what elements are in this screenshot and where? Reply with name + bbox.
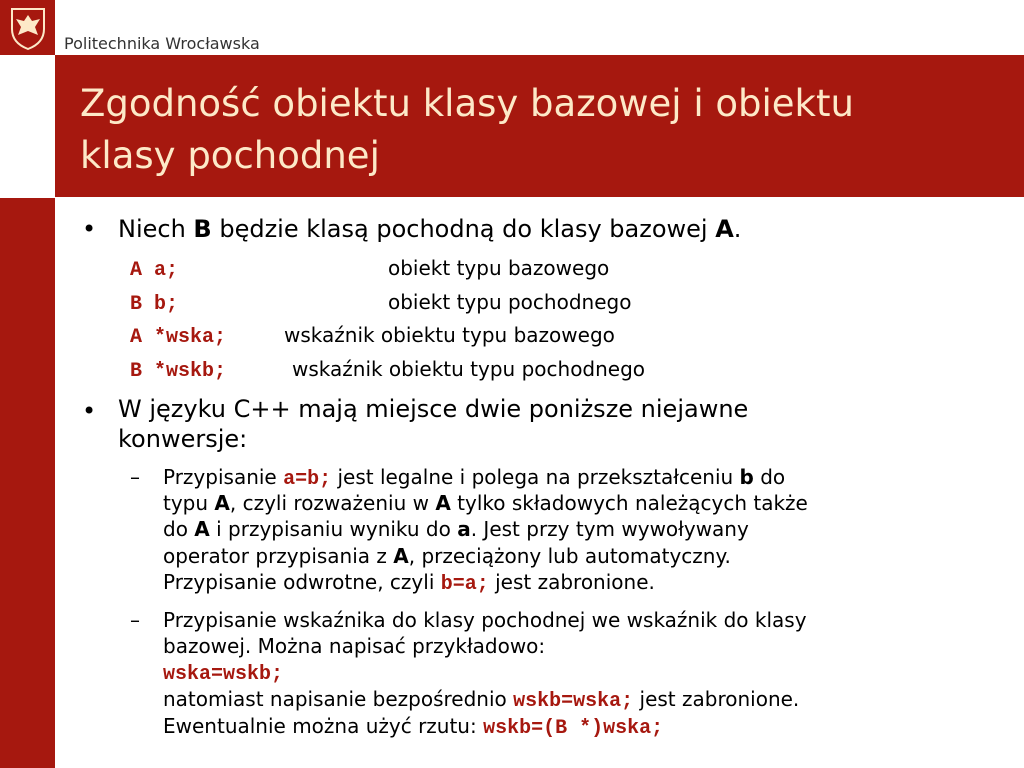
decl-row [130, 323, 226, 349]
text-fragment: , przeciążony lub automatyczny. [408, 544, 731, 568]
text-fragment: Przypisanie [163, 465, 284, 489]
text-fragment: , czyli rozważeniu w [229, 491, 436, 515]
class-a-bold: A [715, 215, 734, 243]
bullet-2-line-1: W języku C++ mają miejsce dwie poniższe niejawne [118, 395, 749, 423]
text-fragment: Ewentualnie można użyć rzutu: [163, 714, 484, 738]
text-fragment: operator przypisania z [163, 544, 394, 568]
bullet-marker: • [82, 397, 97, 425]
text-fragment: . Jest przy tym wywoływany [470, 517, 749, 541]
text-fragment: tylko składowych należących także [450, 491, 808, 515]
text-fragment: jest legalne i polega na przekształceniu [331, 465, 740, 489]
decl-desc: obiekt typu pochodnego [388, 290, 632, 314]
sub-2-line-5 [163, 714, 663, 740]
bold-fragment: A [214, 491, 230, 515]
bullet-2-line-2: konwersje: [118, 425, 248, 453]
sub-bullet-dash: – [130, 465, 140, 489]
bullet-marker: • [82, 215, 97, 243]
text-fragment: będzie klasą pochodną do klasy bazowej [211, 215, 716, 243]
decl-row [130, 290, 178, 316]
bold-fragment: b [739, 465, 754, 489]
sub-2-line-1: Przypisanie wskaźnika do klasy pochodnej we wskaźnik do klasy [163, 608, 807, 632]
decl-code: B *wskb; [130, 360, 227, 383]
sub-1-line-4 [163, 544, 731, 568]
sub-1-line-5 [163, 570, 655, 596]
sub-2-line-2: bazowej. Można napisać przykładowo: [163, 634, 546, 658]
text-fragment: Niech [118, 215, 194, 243]
code-fragment: wskb=(B *)wska; [483, 717, 664, 740]
text-fragment: jest zabronione. [633, 687, 800, 711]
bullet-1-text [118, 215, 741, 243]
text-fragment: i przypisaniu wyniku do [209, 517, 458, 541]
decl-row [130, 357, 226, 383]
text-fragment: typu [163, 491, 215, 515]
text-fragment: . [733, 215, 742, 243]
decl-desc: wskaźnik obiektu typu pochodnego [292, 357, 646, 381]
bold-fragment: A [393, 544, 409, 568]
code-fragment: wskb=wska; [513, 690, 634, 713]
text-fragment: do [753, 465, 786, 489]
text-fragment: Przypisanie odwrotne, czyli [163, 570, 441, 594]
class-b-bold: B [193, 215, 212, 243]
decl-code: A *wska; [130, 326, 227, 349]
text-fragment: jest zabronione. [488, 570, 655, 594]
sub-1-line-1 [163, 465, 785, 491]
sub-1-line-3 [163, 517, 749, 541]
title-line-2: klasy pochodnej [80, 134, 380, 177]
bold-fragment: A [194, 517, 210, 541]
university-name: Politechnika Wrocławska [64, 34, 260, 53]
bold-fragment: A [435, 491, 451, 515]
decl-code: B b; [130, 293, 179, 316]
code-fragment: a=b; [283, 468, 332, 491]
sub-2-line-3 [163, 660, 283, 686]
code-fragment: wska=wskb; [163, 663, 284, 686]
decl-row [130, 256, 178, 282]
decl-desc: obiekt typu bazowego [388, 256, 610, 280]
title-line-1: Zgodność obiektu klasy bazowej i obiektu [80, 82, 854, 125]
code-fragment: b=a; [440, 573, 489, 596]
sub-bullet-dash: – [130, 608, 140, 632]
sub-1-line-2 [163, 491, 808, 515]
text-fragment: natomiast napisanie bezpośrednio [163, 687, 514, 711]
text-fragment: do [163, 517, 195, 541]
decl-code: A a; [130, 259, 179, 282]
bold-fragment: a [457, 517, 471, 541]
decl-desc: wskaźnik obiektu typu bazowego [284, 323, 615, 347]
sub-2-line-4 [163, 687, 799, 713]
